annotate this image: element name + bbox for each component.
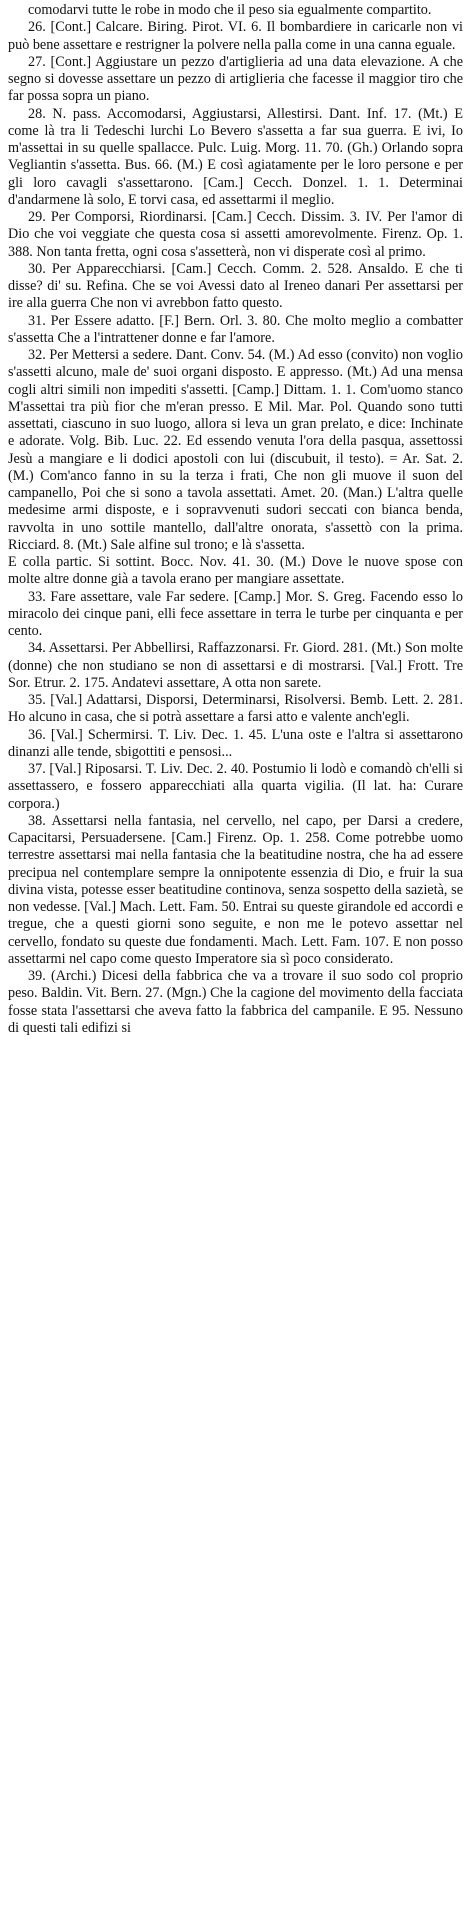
dictionary-entry: 27. [Cont.] Aggiustare un pezzo d'artiglieria ad una data elevazione. A che segno si dovesse assettare un pezzo di artiglieria che facesse il maggior tiro che far possa sopra un piano. [8,53,463,105]
dictionary-entry: 26. [Cont.] Calcare. Biring. Pirot. VI. 6. Il bombardiere in caricarle non vi può bene assettare e restrigner la polvere nella palla come in una canna eguale. [8,19,463,53]
dictionary-entry: 33. Fare assettare, vale Far sedere. [Camp.] Mor. S. Greg. Facendo esso lo miracolo dei cinque pani, elli fece assettare in terra le turbe per cinquanta e per cento. [8,588,463,639]
dictionary-entry: 35. [Val.] Adattarsi, Disporsi, Determinarsi, Risolversi. Bemb. Lett. 2. 281. Ho alcuno in casa, che si potrà assettare a farsi atto e valente anch'egli. [8,692,463,726]
dictionary-entry: 30. Per Apparecchiarsi. [Cam.] Cecch. Comm. 2. 528. Ansaldo. E che ti disse? di' su. Refina. Che se voi Avessi dato al Ireneo danari Per assettarsi per ire alla guerra Che non vi avrebbon fatto questo. [8,260,463,312]
dictionary-entry: comodarvi tutte le robe in modo che il peso sia egualmente compartito. [28,2,432,18]
dictionary-entry: 31. Per Essere adatto. [F.] Bern. Orl. 3. 80. Che molto meglio a combatter s'assetta Che a l'intrattener donne e far l'amore. [8,312,463,346]
dictionary-entry: 37. [Val.] Riposarsi. T. Liv. Dec. 2. 40. Postumio li lodò e comandò ch'elli si assettassero, e fossero apparecchiati alla quarta vigilia. (Il lat. ha: Curare corpora.) [8,761,463,812]
dictionary-entry: 28. N. pass. Accomodarsi, Aggiustarsi, Allestirsi. Dant. Inf. 17. (Mt.) E come là tra li Tedeschi lurchi Lo Bevero s'assetta a far sua guerra. E ivi, Io m'assettai in su quelle spallacce. Pulc. Luig. Morg. 11. 70. (Gh.) Orlando sopra Vegliantin s'assetta. Bus. 66. (M.) E così agiatamente per le loro persone e per gli loro cavagli s'assettarono. [Cam.] Cecch. Donzel. 1. 1. Determinai d'andarmene là solo, E torvi casa, ed assettarmi il meglio. [8,105,463,208]
dictionary-entry: 36. [Val.] Schermirsi. T. Liv. Dec. 1. 45. L'una oste e l'altra si assettarono dinanzi alle tende, sbigottiti e pensosi... [8,726,463,760]
dictionary-entry: 38. Assettarsi nella fantasia, nel cervello, nel capo, per Darsi a credere, Capacitarsi, Persuadersene. [Cam.] Firenz. Op. 1. 258. Come potrebbe uomo terrestre assettarsi mai nella fantasia che la beatitudine nostra, che ha ad essere precipua nel contemplare sempre la onnipotente essenzia di Dio, e fruir la sua divina vista, potesse esser beatitudine continova, senza sospetto della sazietà, se non vedesse. [Val.] Mach. Lett. Fam. 50. Entrai su queste girandole ed accordi e tregue, che a questi giorni sono seguite, e non me le potevo assettar nel cervello, fondato su queste due fondamenti. Mach. Lett. Fam. 107. E non posso assettarmi nel capo come questo Imperatore sia sì poco considerato. [8,812,463,967]
dictionary-entry: 32. Per Mettersi a sedere. Dant. Conv. 54. (M.) Ad esso (convito) non voglio s'assetti alcuno, male de' suoi organi disposto. E appresso. (Mt.) Ad una mensa cogli altri simili non impediti s'assetti. [Camp.] Dittam. 1. 1. Com'uomo stanco M'assettai tra più fior che m'eran presso. E Mil. Mar. Pol. Quando sono tutti assettati, ciascuno in suo luogo, allora si leva un gran prelato, e dice: Inchinate e adorate. Volg. Bib. Luc. 22. Ed essendo venuta l'ora della pasqua, assettossi Jesù a mangiare e li dodici apostoli con lui (discubuit, il testo). = Ar. Sat. 2. (M.) Com'anco fanno in su la terza i frati, Che non gli muove il suon del campanello, Poi che si sono a tavola assettati. Amet. 20. (Man.) L'altra quelle medesime armi disposte, e i sopravvenuti sudori seccati con bianca benda, ravvolta in uno sottile mantello, dall'altre onorata, s'assettò con la prima. Ricciard. 8. (Mt.) Sale alfine sul trono; e là s'assetta. [8,347,463,553]
dictionary-entry: 29. Per Comporsi, Riordinarsi. [Cam.] Cecch. Dissim. 3. IV. Per l'amor di Dio che voi veggiate che questa cosa si assetti amorevolmente. Firenz. Op. 1. 388. Non tanta fretta, ogni cosa s'assetterà, non vi disperate così al primo. [8,209,463,260]
dictionary-entry: 34. Assettarsi. Per Abbellirsi, Raffazzonarsi. Fr. Giord. 281. (Mt.) Son molte (donne) che non studiano se non di assettarsi e di mostrarsi. [Val.] Frott. Tre Sor. Etrur. 2. 175. Andatevi assettare, A otta non sarete. [8,640,463,691]
dictionary-entry: E colla partic. Si sottint. Bocc. Nov. 41. 30. (M.) Dove le nuove spose con molte altre donne già a tavola erano per mangiare assettate. [8,554,463,588]
entry-list [8,2,463,1037]
dictionary-entry: 39. (Archi.) Dicesi della fabbrica che va a trovare il suo sodo col proprio peso. Baldin. Vit. Bern. 27. (Mgn.) Che la cagione del movimento della facciata fosse stata l'assettarsi che aveva fatto la fabbrica del campanile. E 95. Nessuno di questi tali edifizi si [8,968,463,1036]
